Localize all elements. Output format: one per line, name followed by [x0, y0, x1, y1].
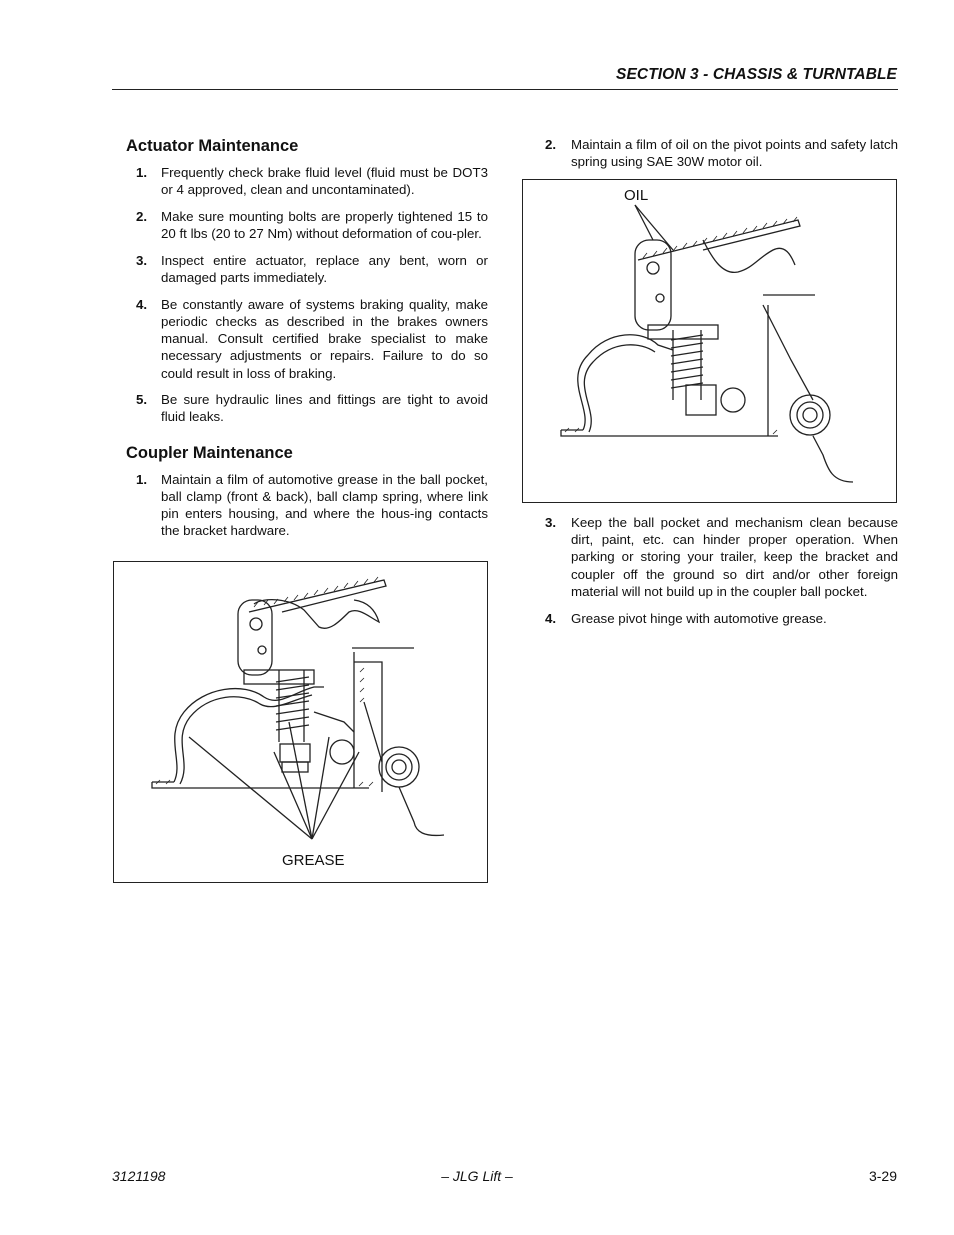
step-number: 5. [136, 392, 148, 408]
step-text: Grease pivot hinge with automotive grease. [571, 610, 827, 626]
step-number: 1. [136, 165, 148, 180]
step-number: 4. [136, 296, 148, 312]
coupler-step [126, 471, 488, 540]
oil-label: OIL [624, 187, 649, 204]
step-text: Inspect entire actuator, replace any bent, worn or damaged parts immediately. [161, 252, 488, 286]
section-title: SECTION 3 - CHASSIS & TURNTABLE [616, 66, 897, 83]
actuator-step [126, 208, 488, 242]
left-column [126, 136, 488, 549]
step-number: 3. [545, 515, 557, 530]
footer-brand: – JLG Lift – [441, 1168, 513, 1184]
step-text: Make sure mounting bolts are properly tightened 15 to 20 ft lbs (20 to 27 Nm) without deformation of cou-pler. [161, 208, 488, 242]
coupler-oil-illustration [523, 180, 896, 502]
step-number: 4. [545, 610, 557, 626]
actuator-step [126, 164, 488, 198]
step-text: Maintain a film of oil on the pivot points and safety latch spring using SAE 30W motor oil. [571, 137, 898, 170]
step-text: Keep the ball pocket and mechanism clean because dirt, paint, etc. can hinder proper operation. When parking or storing your trailer, keep the bracket and coupler off the ground so dirt and/or other foreign material will not build up in the coupler ball pocket. [571, 515, 898, 599]
step-text: Maintain a film of automotive grease in the ball pocket, ball clamp (front & back), ball clamp spring, where link pin enters housing, and where the hous-ing contacts the bracket hardware. [161, 471, 488, 539]
oil-figure [522, 179, 897, 503]
actuator-step [126, 391, 488, 425]
right-column [545, 136, 898, 180]
step-number: 2. [545, 137, 557, 152]
grease-label: GREASE [282, 852, 345, 869]
actuator-step [126, 296, 488, 382]
actuator-step [126, 252, 488, 286]
grease-figure [113, 561, 488, 883]
coupler-heading: Coupler Maintenance [126, 443, 293, 462]
step-number: 2. [136, 208, 148, 224]
doc-number: 3121198 [112, 1168, 166, 1184]
right-column-lower [545, 514, 898, 636]
step-number: 3. [136, 252, 148, 268]
coupler-step [545, 514, 898, 600]
coupler-step [545, 136, 898, 170]
step-text: Be sure hydraulic lines and fittings are tight to avoid fluid leaks. [161, 392, 488, 425]
step-text: Frequently check brake fluid level (fluid must be DOT3 or 4 approved, clean and uncontaminated). [161, 165, 488, 198]
step-text: Be constantly aware of systems braking quality, make periodic checks as described in the brakes owners manual. Consult certified brake specialist to make necessary adjustments or repairs. Failure to do so could result in loss of braking. [161, 296, 488, 381]
coupler-step [545, 610, 898, 627]
actuator-heading: Actuator Maintenance [126, 137, 299, 155]
step-number: 1. [136, 471, 148, 487]
page-number: 3-29 [868, 1168, 897, 1184]
header-divider [112, 89, 898, 90]
coupler-grease-illustration [114, 562, 487, 882]
